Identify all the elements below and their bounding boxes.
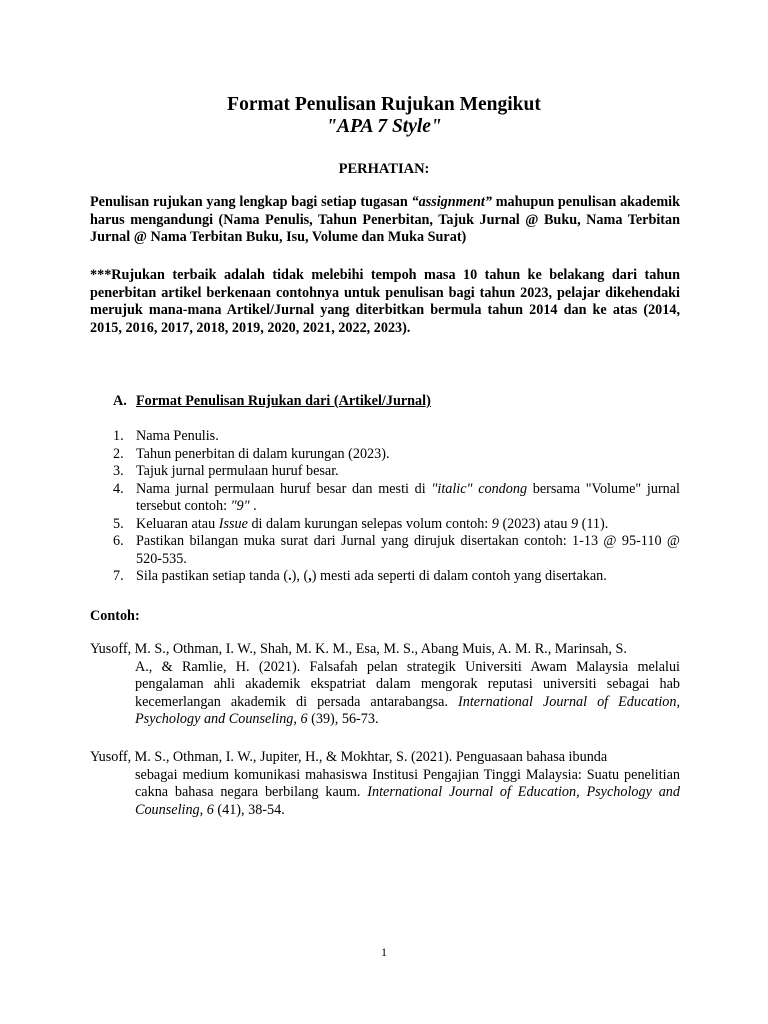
list-item [113, 446, 680, 464]
list-item-text: (2023) atau [498, 515, 571, 532]
list-item-italic: 9 [491, 515, 499, 532]
list-item-number: 6. [113, 533, 124, 549]
list-item [113, 481, 680, 516]
reference-journal: International Journal of Education, Psychology and Counseling, 6 [135, 784, 680, 818]
intro-assignment-term: “assignment” [411, 194, 492, 210]
list-item-italic: "9" [230, 498, 250, 514]
list-item-text: ), ( [291, 568, 309, 584]
list-item-number: 2. [113, 445, 124, 462]
perhatian-heading: PERHATIAN: [338, 161, 430, 177]
list-item-italic: Issue [218, 515, 248, 532]
list-item-italic: 9 [571, 515, 579, 532]
list-item-number: 1. [113, 428, 124, 444]
list-item-text: Sila pastikan setiap tanda ( [136, 568, 289, 584]
reference-body: sebagai medium komunikasi mahasiswa Institusi Pengajian Tinggi Malaysia: Suatu penelitian cakna bahasa negara berbilang kaum. [135, 766, 680, 800]
list-item [113, 463, 680, 481]
intro-paragraph [90, 194, 680, 247]
list-item-bold: , [308, 568, 312, 584]
list-item-text: . [249, 498, 257, 514]
document-title: Format Penulisan Rujukan Mengikut [227, 94, 541, 115]
list-item-text: di dalam kurungan selepas volum contoh: [247, 515, 492, 532]
reference-tail: (39), 56-73. [307, 711, 379, 727]
intro-text-a: Penulisan rujukan yang lengkap bagi setiap tugasan [90, 194, 412, 210]
reference-first-line: Yusoff, M. S., Othman, I. W., Shah, M. K. M., Esa, M. S., Abang Muis, A. M. R., Marinsah, S. [90, 641, 627, 657]
list-item-text: bersama "Volume" jurnal tersebut contoh: [136, 480, 680, 514]
list-item [113, 516, 680, 534]
list-item-bold: . [288, 568, 292, 584]
notice-paragraph: ***Rujukan terbaik adalah tidak melebihi tempoh masa 10 tahun ke belakang dari tahun penerbitan artikel berkenaan contohnya untuk penulisan bagi tahun 2023, pelajar dikehendaki merujuk mana-mana Artikel/Jurnal yang diterbitkan bermula tahun 2014 dan ke atas (2014, 2015, 2016, 2017, 2018, 2019, 2020, 2021, 2022, 2023). [90, 267, 680, 336]
list-item-text: Pastikan bilangan muka surat dari Jurnal yang dirujuk disertakan contoh: 1-13 @ 95-110 @ 520-535. [136, 533, 680, 567]
section-a-title: Format Penulisan Rujukan dari (Artikel/Jurnal) [136, 393, 431, 409]
reference-journal: International Journal of Education, Psychology and Counseling, 6 [135, 693, 680, 727]
reference-entry [90, 749, 680, 819]
list-item-number: 5. [113, 515, 124, 532]
list-item-text: Keluaran atau [136, 515, 219, 532]
format-rules-list [113, 428, 680, 586]
list-item-text: Tahun penerbitan di dalam kurungan (2023). [136, 445, 390, 462]
contoh-heading: Contoh: [90, 608, 140, 624]
list-item-number: 7. [113, 568, 124, 584]
list-item-text: Tajuk jurnal permulaan huruf besar. [136, 463, 339, 479]
reference-continuation [90, 767, 680, 820]
list-item [113, 533, 680, 568]
list-item-number: 4. [113, 480, 124, 497]
reference-continuation [90, 659, 680, 729]
list-item-text: Nama jurnal permulaan huruf besar dan mesti di [136, 480, 432, 497]
section-a-heading [113, 393, 431, 411]
list-item [113, 428, 680, 446]
document-subtitle: "APA 7 Style" [326, 116, 442, 137]
section-a-letter: A. [113, 393, 127, 409]
list-item-text: (11). [578, 515, 609, 532]
reference-body: A., & Ramlie, H. (2021). Falsafah pelan strategik Universiti Awam Malaysia melalui pengalaman ahli akademik ekspatriat dalam mengorak reputasi universiti sebagai hab kecemerlangan akademik di persada antarabangsa. [135, 658, 680, 710]
list-item [113, 568, 680, 586]
reference-first-line: Yusoff, M. S., Othman, I. W., Jupiter, H., & Mokhtar, S. (2021). Penguasaan bahasa ibunda [90, 749, 608, 765]
list-item-text: ) mesti ada seperti di dalam contoh yang disertakan. [311, 568, 607, 584]
page-number: 1 [381, 945, 387, 959]
reference-entry [90, 641, 680, 729]
intro-text-c: mahupun penulisan akademik harus mengandungi (Nama Penulis, Tahun Penerbitan, Tajuk Jurnal @ Buku, Nama Terbitan Jurnal @ Nama Terbitan Buku, Isu, Volume dan Muka Surat) [90, 194, 680, 245]
list-item-italic: "italic" condong [431, 480, 528, 497]
list-item-number: 3. [113, 463, 124, 479]
list-item-text: Nama Penulis. [136, 428, 219, 444]
reference-tail: (41), 38-54. [213, 801, 285, 818]
